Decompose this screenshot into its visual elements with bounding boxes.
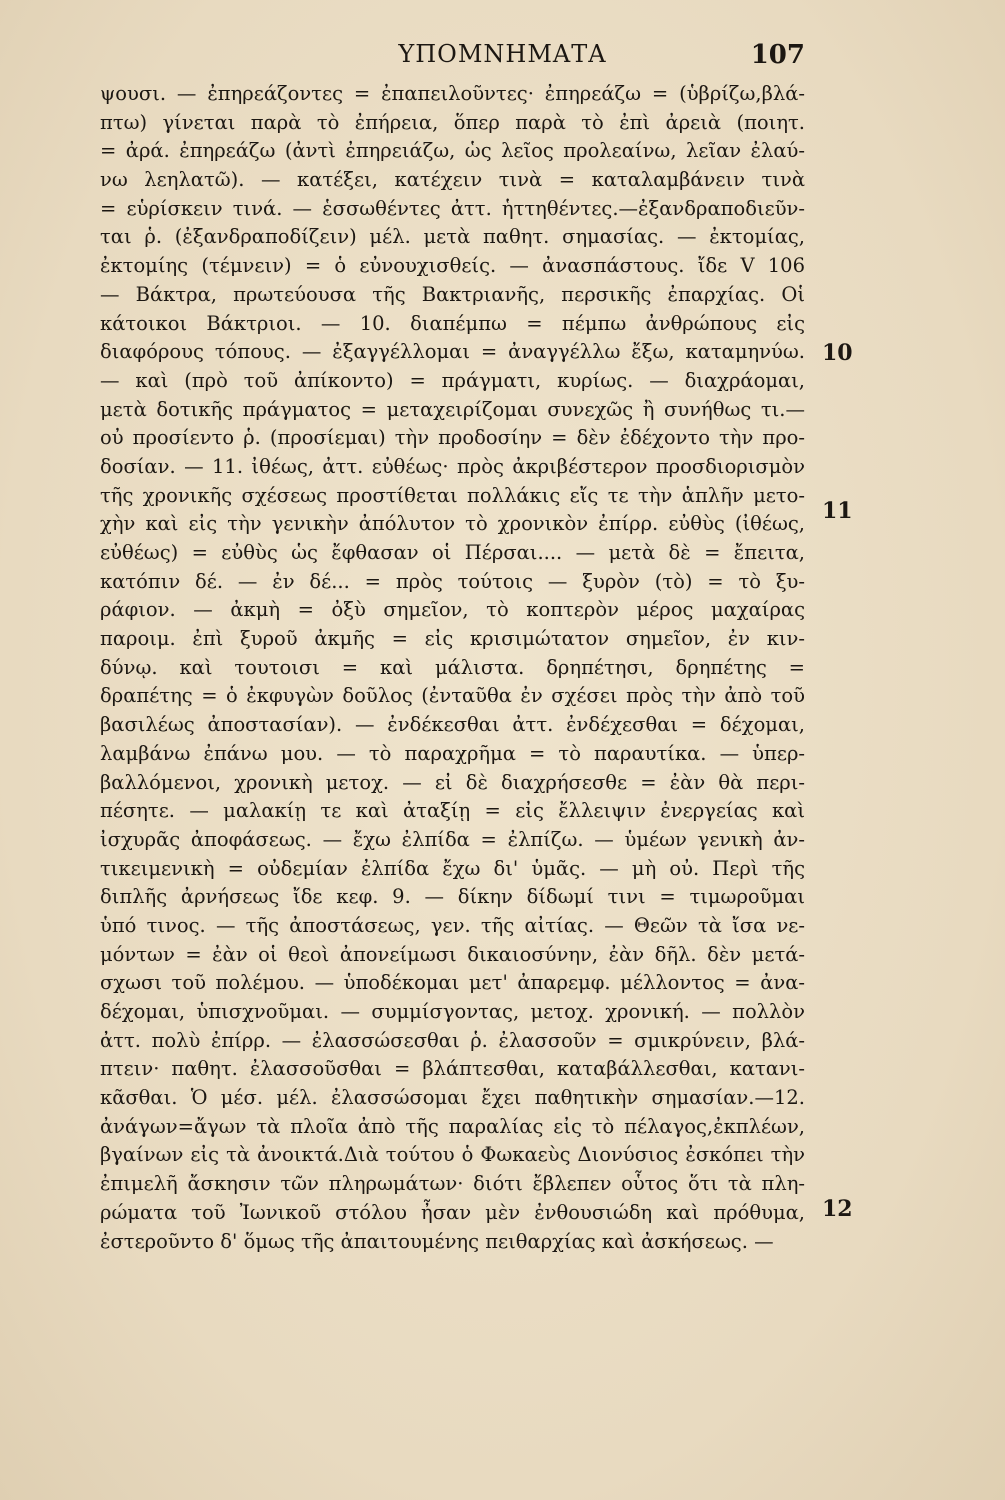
text-line: ψουσι. — ἐπηρεάζοντες = ἐπαπειλοῦντες· ἐπηρεάζω = (ὑβρίζω,βλά- [100,82,805,105]
text-line: κᾶσθαι. Ὁ μέσ. μέλ. ἐλασσώσομαι ἔχει παθητικὴν σημασίαν.—12. [100,1086,805,1110]
text-line: = ἀρά. ἐπηρεάζω (ἀντὶ ἐπηρειάζω, ὡς λεῖος προλεαίνω, λεῖαν ἐλαύ- [100,139,805,163]
text-line: παροιμ. ἐπὶ ξυροῦ ἀκμῆς = εἰς κρισιμώτατον σημεῖον, ἐν κιν- [100,627,805,651]
text-line: ἀνάγων=ἄγων τὰ πλοῖα ἀπὸ τῆς παραλίας εἰς τὸ πέλαγος,ἐκπλέων, [100,1114,805,1138]
running-title: ΥΠΟΜΝΗΜΑΤΑ [398,40,607,68]
text-line: χὴν καὶ εἰς τὴν γενικὴν ἀπόλυτον τὸ χρονικὸν ἐπίρρ. εὐθὺς (ἰθέως, [100,512,805,536]
text-line: τικειμενικὴ = οὐδεμίαν ἐλπίδα ἔχω δι' ὑμᾶς. — μὴ οὐ. Περὶ τῆς [100,856,805,880]
running-header [0,38,1005,78]
text-line: κατόπιν δέ. — ἐν δέ... = πρὸς τούτοις — ξυρὸν (τὸ) = τὸ ξυ- [100,569,805,593]
text-line: δραπέτης = ὁ ἐκφυγὼν δοῦλος (ἐνταῦθα ἐν σχέσει πρὸς τὴν ἀπὸ τοῦ [100,684,805,708]
text-line: οὐ προσίεντο ῥ. (προσίεμαι) τὴν προδοσίην = δὲν ἐδέχοντο τὴν προ- [100,426,805,450]
text-line: εὐθέως) = εὐθὺς ὡς ἔφθασαν οἱ Πέρσαι.... — μετὰ δὲ = ἔπειτα, [100,541,805,564]
text-line: βαλλόμενοι, χρονικὴ μετοχ. — εἰ δὲ διαχρήσεσθε = ἐὰν θὰ περι- [100,770,805,794]
text-line: ράφιον. — ἀκμὴ = ὀξὺ σημεῖον, τὸ κοπτερὸν μέρος μαχαίρας [100,598,805,622]
margin-number-10: 10 [822,340,853,366]
margin-number-12: 12 [822,1196,853,1222]
text-line: ἀττ. πολὺ ἐπίρρ. — ἐλασσώσεσθαι ῥ. ἐλασσοῦν = σμικρύνειν, βλά- [100,1028,805,1052]
text-line: κάτοικοι Βάκτριοι. — 10. διαπέμπω = πέμπω ἀνθρώπους εἰς [100,311,805,335]
text-line: ται ῥ. (ἐξανδραποδίζειν) μέλ. μετὰ παθητ. σημασίας. — ἐκτομίας, [100,225,805,249]
text-line: νω λεηλατῶ). — κατέξει, κατέχειν τινὰ = καταλαμβάνειν τινὰ [100,168,805,192]
text-line: πτω) γίνεται παρὰ τὸ ἐπήρεια, ὅπερ παρὰ τὸ ἐπὶ ἀρειὰ (ποιητ. [100,110,805,134]
commentary-text [100,80,805,1256]
text-line: διπλῆς ἀρνήσεως ἴδε κεφ. 9. — δίκην δίδωμί τινι = τιμωροῦμαι [100,885,805,909]
text-line: ἐστεροῦντο δ' ὅμως τῆς ἀπαιτουμένης πειθαρχίας καὶ ἀσκήσεως. — [100,1229,774,1253]
text-line: δύνῳ. καὶ τουτοισι = καὶ μάλιστα. δρηπέτησι, δρηπέτης = [100,655,805,679]
text-line: μετὰ δοτικῆς πράγματος = μεταχειρίζομαι συνεχῶς ἢ συνήθως τι.— [100,397,805,421]
text-line: — καὶ (πρὸ τοῦ ἀπίκοντο) = πράγματι, κυρίως. — διαχράομαι, [100,368,805,392]
text-line: τῆς χρονικῆς σχέσεως προστίθεται πολλάκις εἴς τε τὴν ἁπλῆν μετο- [100,483,805,507]
text-line: πτειν· παθητ. ἐλασσοῦσθαι = βλάπτεσθαι, καταβάλλεσθαι, κατανι- [100,1057,805,1081]
text-line: σχωσι τοῦ πολέμου. — ὑποδέκομαι μετ' ἀπαρεμφ. μέλλοντος = ἀνα- [100,971,805,995]
page-number: 107 [750,40,805,70]
text-line: δέχομαι, ὑπισχνοῦμαι. — συμμίσγοντας, μετοχ. χρονική. — πολλὸν [100,1000,805,1023]
text-line: βασιλέως ἀποστασίαν). — ἐνδέκεσθαι ἀττ. ἐνδέχεσθαι = δέχομαι, [100,713,805,737]
margin-number-11: 11 [822,498,853,524]
text-line: ἐπιμελῆ ἄσκησιν τῶν πληρωμάτων· διότι ἔβλεπεν οὗτος ὅτι τὰ πλη- [100,1172,805,1196]
text-line: πέσητε. — μαλακίῃ τε καὶ ἀταξίῃ = εἰς ἔλλειψιν ἐνεργείας καὶ [100,799,805,823]
text-line: ἰσχυρᾶς ἀποφάσεως. — ἔχω ἐλπίδα = ἐλπίζω. — ὑμέων γενικὴ ἀν- [100,827,805,851]
text-line: διαφόρους τόπους. — ἐξαγγέλλομαι = ἀναγγέλλω ἔξω, καταμηνύω. [100,340,805,364]
text-line: λαμβάνω ἐπάνω μου. — τὸ παραχρῆμα = τὸ παραυτίκα. — ὑπερ- [100,741,805,765]
text-line: μόντων = ἐὰν οἱ θεοὶ ἀπονείμωσι δικαιοσύνην, ἐὰν δῆλ. δὲν μετά- [100,942,805,966]
text-line: = εὑρίσκειν τινά. — ἑσσωθέντες ἀττ. ἡττηθέντες.—ἐξανδραποδιεῦν- [100,196,805,220]
text-line: — Βάκτρα, πρωτεύουσα τῆς Βακτριανῆς, περσικῆς ἐπαρχίας. Οἱ [100,282,805,306]
text-line: βγαίνων εἰς τὰ ἀνοικτά.Διὰ τούτου ὁ Φωκαεὺς Διονύσιος ἐσκόπει τὴν [100,1143,805,1167]
text-line: ὑπό τινος. — τῆς ἀποστάσεως, γεν. τῆς αἰτίας. — Θεῶν τὰ ἴσα νε- [100,913,805,937]
text-line: ἐκτομίης (τέμνειν) = ὁ εὐνουχισθείς. — ἀνασπάστους. ἴδε V 106 [100,254,805,278]
text-line: ρώματα τοῦ Ἰωνικοῦ στόλου ἦσαν μὲν ἐνθουσιώδη καὶ πρόθυμα, [100,1200,805,1224]
text-line: δοσίαν. — 11. ἰθέως, ἀττ. εὐθέως· πρὸς ἀκριβέστερον προσδιορισμὸν [100,454,805,478]
